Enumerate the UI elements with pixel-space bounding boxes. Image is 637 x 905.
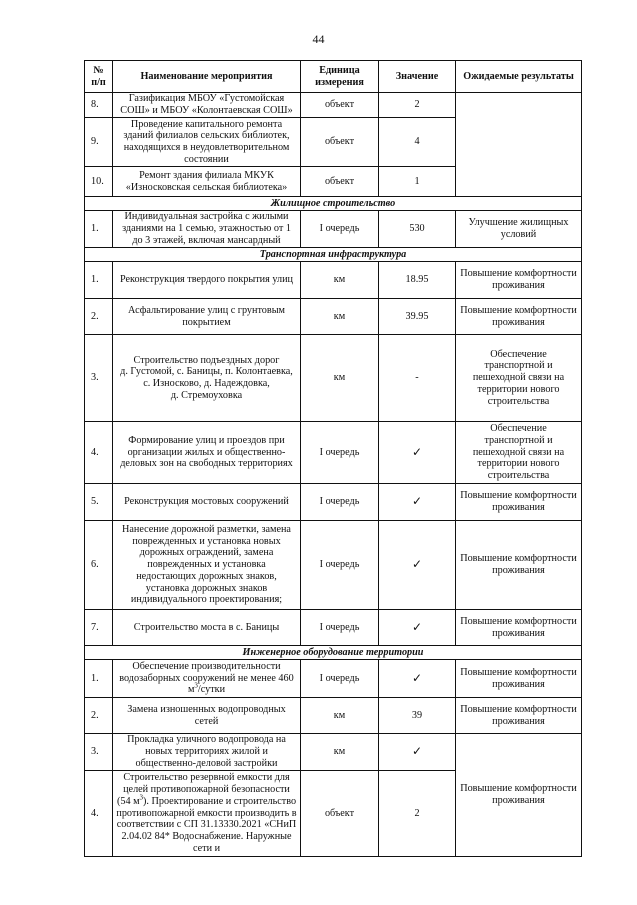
header-num: № п/п [85,61,113,93]
check-icon: ✓ [379,610,456,646]
table-header-row [85,61,582,93]
row-name: Проведение капитального ремонта зданий филиалов сельских библиотек, находящихся в неудовлетворительном состоянии [113,118,301,167]
row-unit: I очередь [301,521,379,610]
row-name [113,660,301,698]
table-row [85,211,582,248]
measures-table [84,60,582,857]
row-value: 4 [379,118,456,167]
row-unit: км [301,734,379,771]
row-value: 2 [379,771,456,857]
row-unit: объект [301,167,379,197]
table-row [85,93,582,118]
row-value: 2 [379,93,456,118]
row-unit: км [301,262,379,299]
header-name: Наименование мероприятия [113,61,301,93]
row-name-line: Строительство подъездных дорог [133,354,280,366]
row-name-line: д. Густомой, с. Баницы, п. Колонтаевка, с. Износково, д. Надеждовка, [120,366,293,389]
header-value: Значение [379,61,456,93]
page-number: 44 [312,32,325,46]
row-name: Замена изношенных водопроводных сетей [113,698,301,734]
section-row-transport [85,248,582,262]
row-result: Улучшение жилищных условий [456,211,582,248]
row-num: 1. [85,211,113,248]
section-title: Транспортная инфраструктура [85,248,582,262]
row-unit: I очередь [301,211,379,248]
row-unit: I очередь [301,610,379,646]
row-name [113,335,301,422]
row-name-line: д. Стремоуховка [170,389,243,401]
table-row [85,698,582,734]
row-name: Реконструкция мостовых сооружений [113,484,301,521]
check-icon: ✓ [379,422,456,484]
row-unit: объект [301,93,379,118]
table-row [85,610,582,646]
superscript: 3 [194,681,198,690]
row-num: 10. [85,167,113,197]
row-result: Повышение комфортности проживания [456,610,582,646]
row-name: Нанесение дорожной разметки, замена поврежденных и установка новых дорожных ограждений, замена поврежденных и установка недостающих дорожных знаков, установка дорожных знаков индивидуального проектирования; [113,521,301,610]
row-name-text: ). Проектирование и строительство противопожарной емкости производить в соответствии с СП 31.13330.2021 «СНиП 2.04.02 84* Водоснабжение. Наружные сети и [116,795,297,854]
row-value: 39 [379,698,456,734]
row-value: 39.95 [379,299,456,335]
row-num: 5. [85,484,113,521]
row-num: 4. [85,771,113,857]
row-unit: объект [301,118,379,167]
row-unit: объект [301,771,379,857]
superscript: 3 [139,793,144,802]
row-value: - [379,335,456,422]
row-unit: I очередь [301,660,379,698]
row-result: Обеспечение транспортной и пешеходной связи на территории нового строительства [456,422,582,484]
row-result: Повышение комфортности проживания [456,521,582,610]
table-row [85,262,582,299]
check-icon: ✓ [379,521,456,610]
row-num: 3. [85,335,113,422]
table-row [85,734,582,771]
row-name-text: Строительство резервной емкости для целей противопожарной безопасности (54 м [116,772,290,807]
section-row-housing [85,197,582,211]
section-title: Инженерное оборудование территории [85,646,582,660]
table-row [85,422,582,484]
row-result: Повышение комфортности проживания [456,698,582,734]
row-num: 1. [85,262,113,299]
row-result: Повышение комфортности проживания [456,262,582,299]
row-name: Газификация МБОУ «Густомойская СОШ» и МБОУ «Колонтаевская СОШ» [113,93,301,118]
row-unit: I очередь [301,422,379,484]
row-result-empty [456,93,582,197]
row-unit: км [301,299,379,335]
row-num: 1. [85,660,113,698]
row-name: Ремонт здания филиала МКУК «Износковская сельская библиотека» [113,167,301,197]
check-icon: ✓ [379,484,456,521]
row-result: Повышение комфортности проживания [456,660,582,698]
row-name [113,771,301,857]
row-unit: км [301,335,379,422]
table-row [85,335,582,422]
row-num: 4. [85,422,113,484]
row-name-text: Обеспечение производительности водозаборных сооружений не менее 460 м [119,660,294,696]
section-row-engineering [85,646,582,660]
row-name: Строительство моста в с. Баницы [113,610,301,646]
row-result: Повышение комфортности проживания [456,484,582,521]
row-num: 9. [85,118,113,167]
row-value: 530 [379,211,456,248]
header-unit: Единица измерения [301,61,379,93]
table-row [85,521,582,610]
row-num: 6. [85,521,113,610]
row-num: 7. [85,610,113,646]
row-name-text: /сутки [197,684,226,696]
header-result: Ожидаемые результаты [456,61,582,93]
row-num: 2. [85,299,113,335]
row-name: Формирование улиц и проездов при организации жилых и общественно-деловых зон на свободных территориях [113,422,301,484]
row-name: Реконструкция твердого покрытия улиц [113,262,301,299]
row-result: Обеспечение транспортной и пешеходной связи на территории нового строительства [456,335,582,422]
row-result: Повышение комфортности проживания [456,299,582,335]
check-icon: ✓ [379,734,456,771]
check-icon: ✓ [379,660,456,698]
row-name: Прокладка уличного водопровода на новых территориях жилой и общественно-деловой застройки [113,734,301,771]
row-value: 1 [379,167,456,197]
row-result: Повышение комфортности проживания [456,734,582,857]
row-value: 18.95 [379,262,456,299]
table-row [85,299,582,335]
row-unit: I очередь [301,484,379,521]
table-row [85,660,582,698]
row-num: 2. [85,698,113,734]
table-row [85,484,582,521]
row-num: 8. [85,93,113,118]
row-unit: км [301,698,379,734]
row-name: Индивидуальная застройка с жилыми зданиями на 1 семью, этажностью от 1 до 3 этажей, включая мансардный [113,211,301,248]
row-num: 3. [85,734,113,771]
row-name: Асфальтирование улиц с грунтовым покрытием [113,299,301,335]
section-title: Жилищное строительство [85,197,582,211]
